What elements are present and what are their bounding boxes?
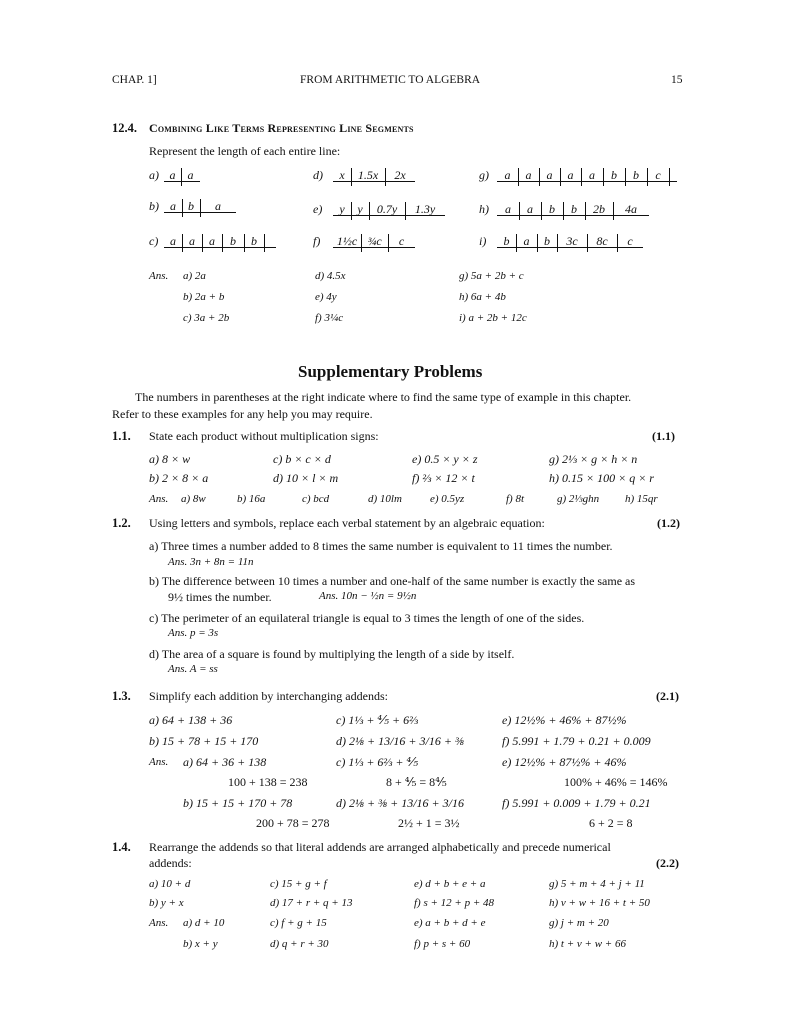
segment-label: 1.5x (357, 168, 379, 182)
answer-item: a) 8w (181, 493, 206, 505)
problem-reference: (1.1) (652, 429, 675, 443)
exercise-item: h) v + w + 16 + t + 50 (549, 897, 650, 909)
answer-item: f) 8t (506, 493, 525, 505)
answer-item: 200 + 78 = 278 (256, 816, 330, 830)
segment-divider (264, 234, 265, 252)
section-title: Combining Like Terms Representing Line Segments (149, 121, 414, 135)
segment-divider (539, 168, 540, 186)
segment-divider (369, 202, 370, 220)
line-segment (333, 168, 415, 186)
answer-item: Ans. 3n + 8n = 11n (168, 556, 254, 568)
segment-divider (519, 202, 520, 220)
line-segment (164, 234, 276, 252)
segment-label: b (633, 168, 639, 182)
segment-label: a (169, 168, 176, 182)
answer-item: a) d + 10 (183, 917, 225, 929)
segment-divider (647, 168, 648, 186)
answer-item: Ans. A = ss (168, 663, 218, 675)
problem-number: 1.2. (112, 516, 131, 530)
answer-item: h) t + v + w + 66 (549, 938, 626, 950)
segment-label: 1½c (336, 234, 358, 248)
segment-label: y (339, 202, 345, 216)
segment-label: c (627, 234, 633, 248)
segment-divider (581, 168, 582, 186)
problem-text: Rearrange the addends so that literal addends are arranged alphabetically and precede numerical (149, 840, 611, 854)
line-diagram-tag: c) (149, 234, 159, 248)
answers-label: Ans. (149, 917, 169, 929)
problem-text: addends: (149, 856, 192, 870)
answer-item: c) 1⅓ + 6⅔ + ⅘ (336, 755, 419, 769)
segment-label: b (503, 234, 510, 248)
segment-label: 4a (625, 202, 637, 216)
answers-label: Ans. (149, 270, 169, 282)
line-diagram-tag: e) (313, 202, 323, 216)
answer-item: Ans. 10n − ½n = 9½n (319, 590, 417, 602)
exercise-item: e) d + b + e + a (414, 878, 486, 890)
problem-reference: (1.2) (657, 516, 680, 530)
page-number: 15 (671, 74, 683, 86)
problem-text: Using letters and symbols, replace each verbal statement by an algebraic equation: (149, 516, 545, 530)
answer-item: e) 0.5yz (430, 493, 465, 505)
exercise-item: a) 10 + d (149, 878, 191, 890)
exercise-item: c) 15 + g + f (270, 878, 327, 890)
segment-label: b (188, 199, 194, 213)
answer-item: g) 2⅓ghn (557, 493, 600, 505)
answer-item: 100% + 46% = 146% (564, 775, 668, 789)
answer-item: c) bcd (302, 493, 330, 505)
exercise-item: f) ⅔ × 12 × t (412, 471, 475, 485)
segment-baseline (497, 181, 677, 182)
segment-label: y (357, 202, 363, 216)
segment-label: b (544, 234, 550, 248)
segment-label: 2x (394, 168, 406, 182)
section-instruction: Represent the length of each entire line: (149, 144, 341, 158)
answer-item: c) f + g + 15 (270, 917, 327, 929)
answer-item: f) 5.991 + 0.009 + 1.79 + 0.21 (502, 796, 651, 810)
segment-divider (182, 234, 183, 252)
segment-label: b (571, 202, 577, 216)
problem-text: Simplify each addition by interchanging addends: (149, 689, 388, 703)
segment-divider (385, 168, 386, 186)
exercise-item: d) 2⅛ + 13/16 + 3/16 + ⅜ (336, 734, 464, 748)
problem-number: 1.4. (112, 840, 131, 854)
segment-divider (200, 199, 201, 217)
line-diagram-tag: f) (313, 234, 321, 248)
exercise-item: c) b × c × d (273, 452, 331, 466)
segment-divider (516, 234, 517, 252)
answer-item: 8 + ⅘ = 8⅘ (386, 775, 447, 789)
segment-label: 1.3y (414, 202, 436, 216)
exercise-item: d) The area of a square is found by multiplying the length of a side by itself. (149, 647, 515, 661)
answer-item: 100 + 138 = 238 (228, 775, 308, 789)
running-header-chapter: CHAP. 1] (112, 74, 157, 86)
segment-divider (351, 168, 352, 186)
problem-reference: (2.2) (656, 856, 679, 870)
segment-label: c (398, 234, 405, 248)
segment-label: 3c (566, 234, 578, 248)
exercise-item: a) 64 + 138 + 36 (149, 713, 233, 727)
segment-divider (585, 202, 586, 220)
segment-divider (518, 168, 519, 186)
problem-number: 1.1. (112, 429, 131, 443)
answer-item: d) 2⅛ + ⅜ + 13/16 + 3/16 (336, 796, 464, 810)
answer-item: 6 + 2 = 8 (589, 816, 633, 830)
answer-item: b) 2a + b (183, 291, 225, 303)
segment-divider (361, 234, 362, 252)
segment-label: b (251, 234, 257, 248)
segment-label: c (655, 168, 661, 182)
problem-text: State each product without multiplication signs: (149, 429, 379, 443)
segment-divider (563, 202, 564, 220)
segment-divider (537, 234, 538, 252)
segment-divider (617, 234, 618, 252)
segment-label: a (525, 168, 532, 182)
segment-divider (202, 234, 203, 252)
answer-item: i) a + 2b + 12c (459, 312, 527, 324)
answers-label: Ans. (149, 493, 169, 505)
line-diagram-tag: h) (479, 202, 489, 216)
segment-divider (182, 199, 183, 217)
exercise-item: b) 2 × 8 × a (149, 471, 209, 485)
exercise-item: e) 12½% + 46% + 87½% (502, 713, 627, 727)
segment-label: a (187, 168, 194, 182)
intro-text: The numbers in parentheses at the right indicate where to find the same type of example in this chapter. (135, 390, 632, 404)
supplementary-title: Supplementary Problems (298, 362, 483, 381)
line-segment (497, 202, 649, 220)
answer-item: g) j + m + 20 (549, 917, 609, 929)
line-diagram-tag: g) (479, 168, 489, 182)
exercise-item: b) y + x (149, 897, 184, 909)
segment-label: a (504, 168, 511, 182)
segment-divider (244, 234, 245, 252)
exercise-item: a) 8 × w (149, 452, 191, 466)
segment-label: b (230, 234, 236, 248)
segment-label: a (209, 234, 215, 248)
answer-item: d) q + r + 30 (270, 938, 329, 950)
segment-label: x (339, 168, 345, 182)
exercise-item: c) The perimeter of an equilateral triangle is equal to 3 times the length of one of the sides. (149, 611, 585, 625)
segment-divider (603, 168, 604, 186)
exercise-item: a) Three times a number added to 8 times the same number is equivalent to 11 times the number. (149, 539, 613, 553)
running-header-title: FROM ARITHMETIC TO ALGEBRA (300, 74, 481, 86)
answer-item: d) 4.5x (315, 270, 346, 282)
problem-number: 1.3. (112, 689, 131, 703)
segment-divider (181, 168, 182, 186)
segment-label: 0.7y (376, 202, 398, 216)
answer-item: h) 15qr (625, 493, 658, 505)
answer-item: c) 3a + 2b (183, 312, 230, 324)
exercise-item: h) 0.15 × 100 × q × r (549, 471, 654, 485)
exercise-item: d) 17 + r + q + 13 (270, 897, 353, 909)
segment-label: ¾c (367, 234, 382, 248)
segment-divider (560, 168, 561, 186)
exercise-item: e) 0.5 × y × z (412, 452, 478, 466)
segment-divider (669, 168, 670, 186)
answer-item: b) 15 + 15 + 170 + 78 (183, 796, 293, 810)
segment-label: 2b (593, 202, 605, 216)
section-number: 12.4. (112, 121, 137, 135)
line-segment (164, 168, 200, 186)
segment-label: a (589, 168, 595, 182)
answer-item: b) x + y (183, 938, 218, 950)
segment-divider (405, 202, 406, 220)
line-segment (497, 168, 677, 186)
segment-divider (351, 202, 352, 220)
exercise-item: b) The difference between 10 times a number and one-half of the same number is exactly the same as (149, 574, 636, 588)
segment-label: a (523, 234, 530, 248)
segment-label: b (549, 202, 555, 216)
line-diagram-tag: i) (479, 234, 487, 248)
problem-reference: (2.1) (656, 689, 679, 703)
line-diagram-tag: d) (313, 168, 323, 182)
segment-label: a (170, 199, 176, 213)
segment-label: a (527, 202, 533, 216)
answer-item: a) 2a (183, 270, 206, 282)
line-segment (497, 234, 643, 252)
answer-item: a) 64 + 36 + 138 (183, 755, 267, 769)
exercise-item: g) 2⅓ × g × h × n (549, 452, 638, 466)
answer-item: e) 12½% + 87½% + 46% (502, 755, 627, 769)
line-diagram-tag: a) (149, 168, 159, 182)
intro-text: Refer to these examples for any help you may require. (112, 407, 373, 421)
segment-divider (541, 202, 542, 220)
exercise-item: 9½ times the number. (168, 590, 272, 604)
exercise-item: f) 5.991 + 1.79 + 0.21 + 0.009 (502, 734, 651, 748)
answer-item: 2½ + 1 = 3½ (398, 816, 460, 830)
answer-item: f) p + s + 60 (414, 938, 471, 950)
exercise-item: f) s + 12 + p + 48 (414, 897, 495, 909)
answer-item: e) a + b + d + e (414, 917, 486, 929)
segment-divider (625, 168, 626, 186)
segment-divider (222, 234, 223, 252)
segment-divider (613, 202, 614, 220)
answer-item: b) 16a (237, 493, 266, 505)
segment-label: a (215, 199, 221, 213)
exercise-item: g) 5 + m + 4 + j + 11 (549, 878, 645, 890)
answer-item: f) 3¼c (315, 312, 344, 324)
exercise-item: c) 1⅓ + ⅘ + 6⅔ (336, 713, 419, 727)
answer-item: e) 4y (315, 291, 337, 303)
segment-label: a (189, 234, 195, 248)
line-segment (164, 199, 236, 217)
line-diagram-tag: b) (149, 199, 159, 213)
segment-divider (587, 234, 588, 252)
segment-label: a (546, 168, 553, 182)
answer-item: Ans. p = 3s (168, 627, 219, 639)
exercise-item: b) 15 + 78 + 15 + 170 (149, 734, 259, 748)
segment-divider (388, 234, 389, 252)
answer-item: h) 6a + 4b (459, 291, 506, 303)
segment-divider (557, 234, 558, 252)
line-segment (333, 234, 415, 252)
segment-label: a (170, 234, 176, 248)
segment-baseline (164, 247, 276, 248)
answer-item: d) 10lm (368, 493, 402, 505)
segment-label: 8c (596, 234, 608, 248)
answers-label: Ans. (149, 756, 169, 768)
line-segment (333, 202, 445, 220)
segment-label: a (567, 168, 574, 182)
exercise-item: d) 10 × l × m (273, 471, 339, 485)
segment-label: a (505, 202, 511, 216)
segment-label: b (611, 168, 617, 182)
answer-item: g) 5a + 2b + c (459, 270, 524, 282)
